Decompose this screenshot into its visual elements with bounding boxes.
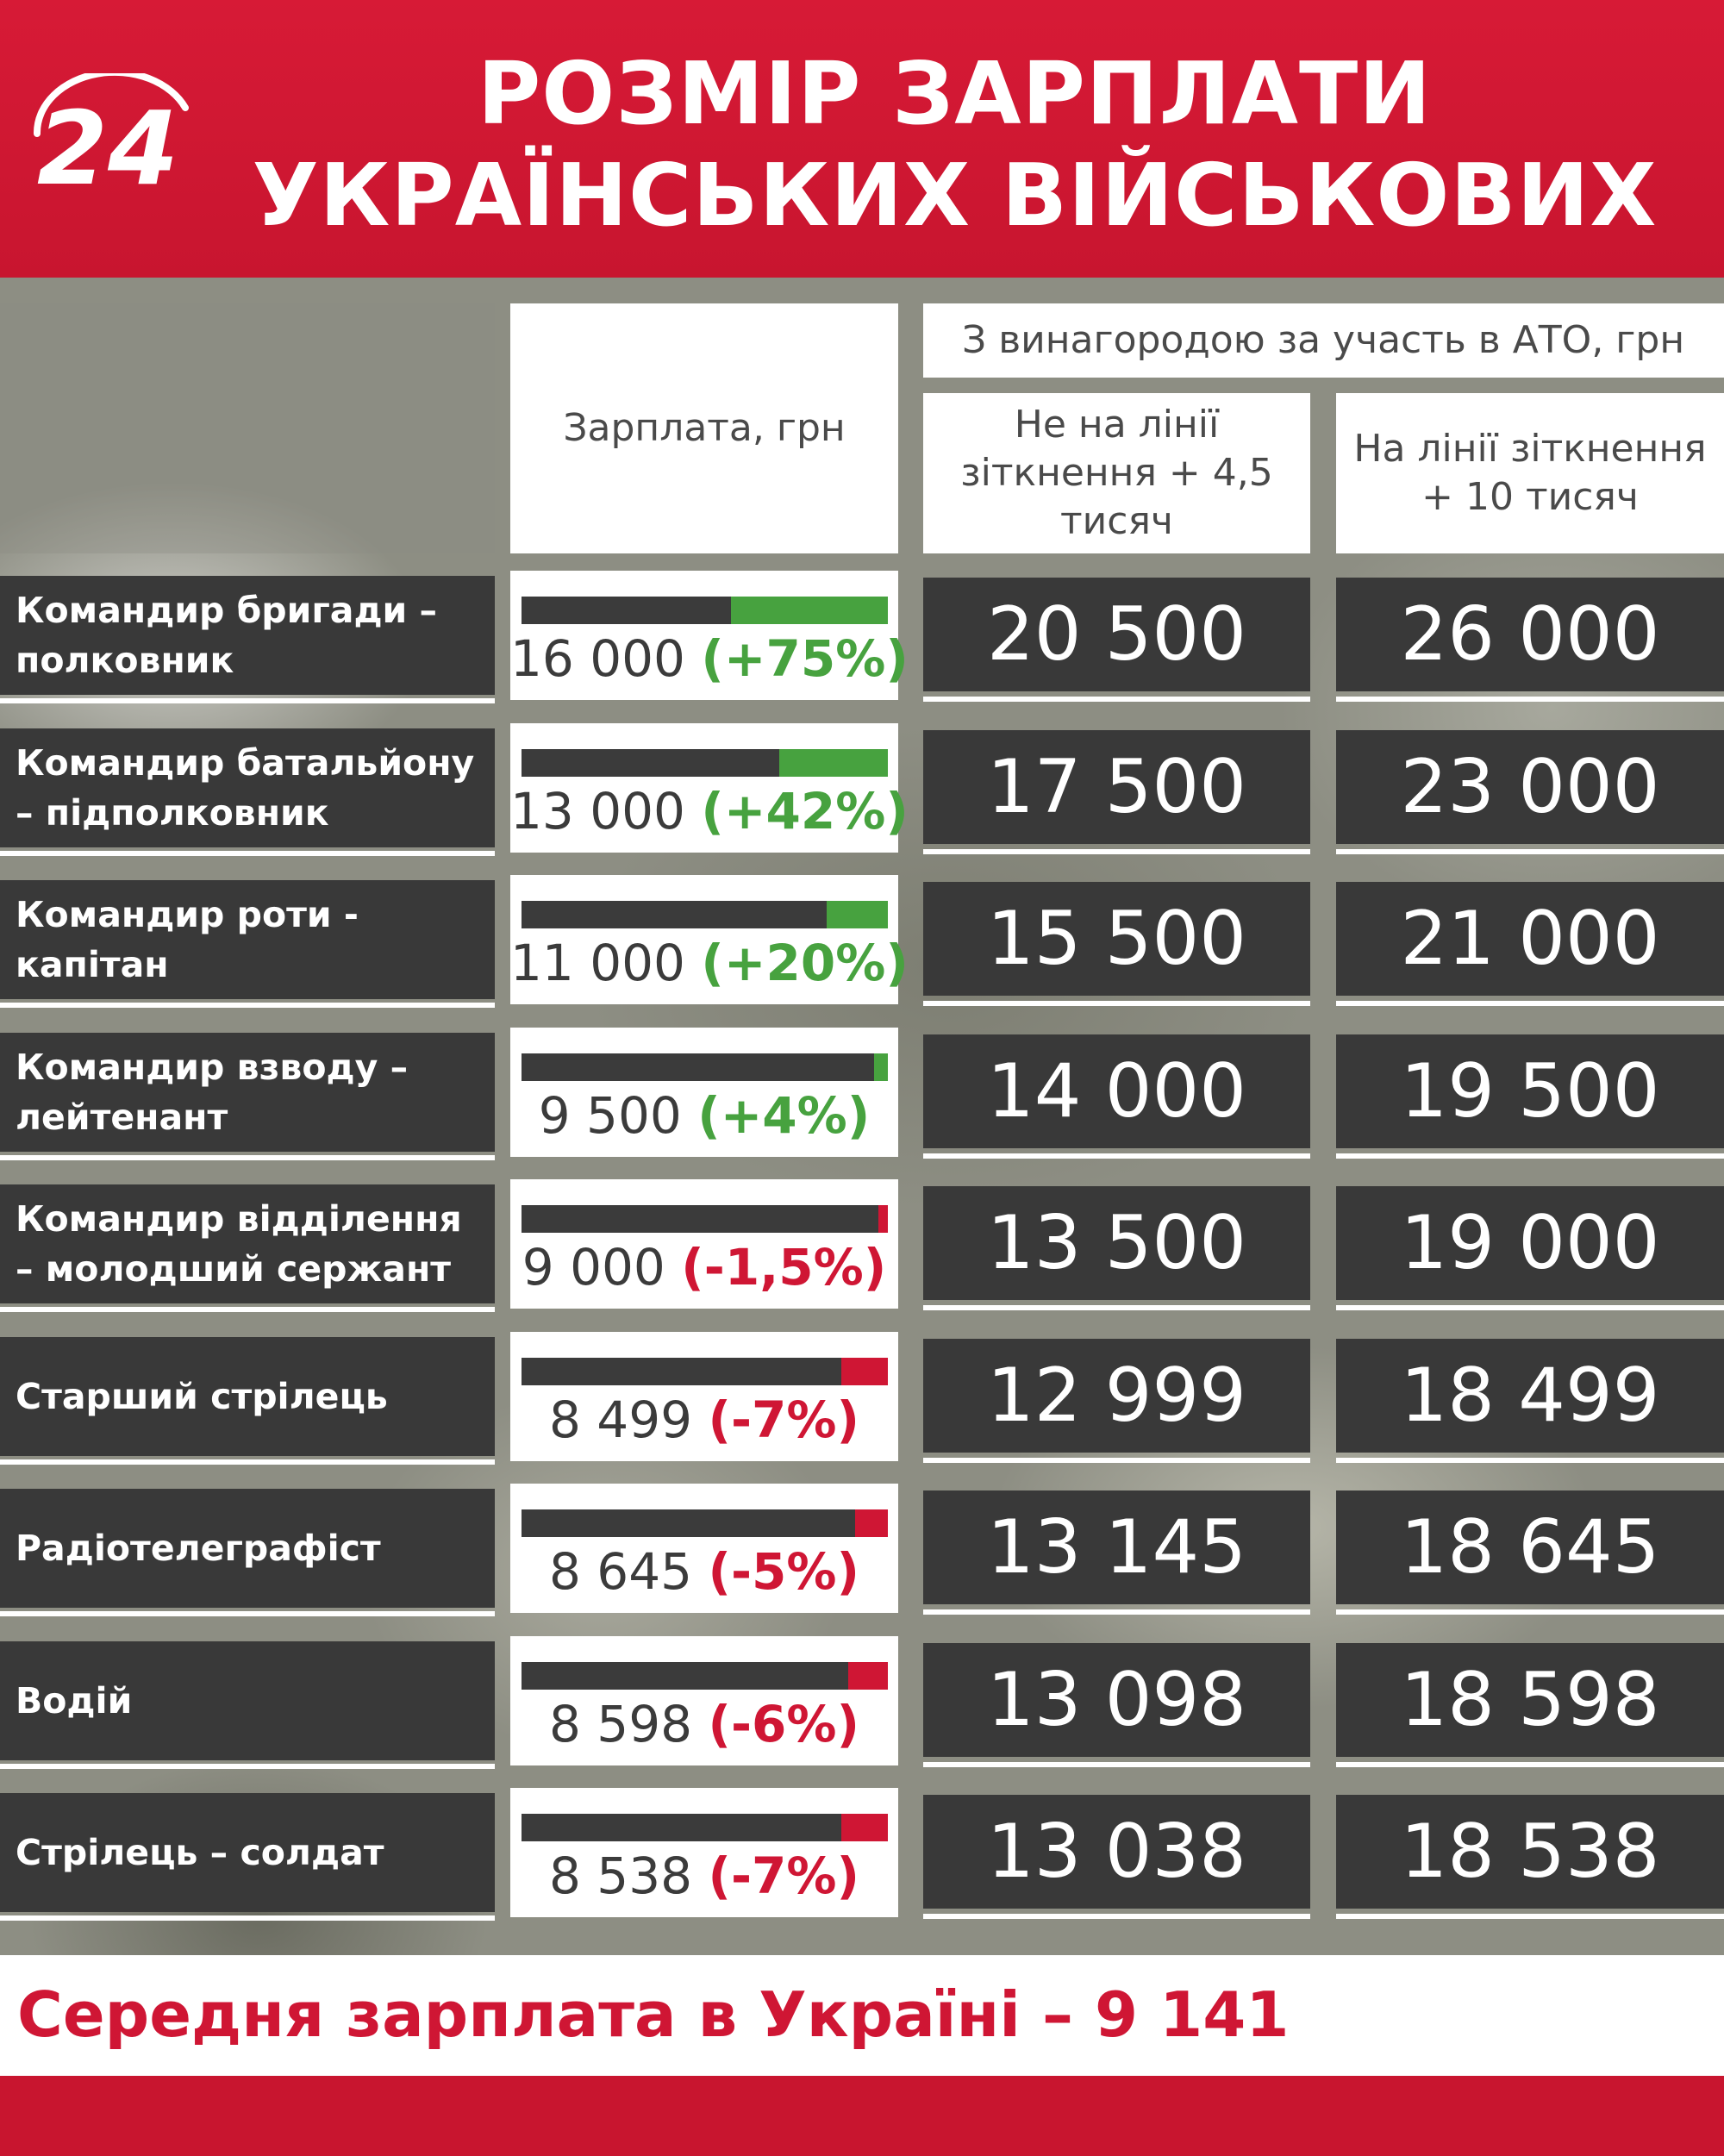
salary-amount: 8 538 bbox=[548, 1847, 693, 1905]
salary-cell bbox=[510, 1179, 898, 1309]
value-not-frontline: 17 500 bbox=[923, 730, 1310, 844]
value-not-frontline: 13 145 bbox=[923, 1490, 1310, 1604]
header-not-frontline: Не на лінії зіткнення + 4,5 тисяч bbox=[923, 393, 1310, 553]
salary-bar-decrease bbox=[848, 1662, 888, 1690]
salary-bar bbox=[522, 749, 888, 777]
salary-change-percent: (+75%) bbox=[701, 629, 909, 688]
salary-change-percent: (+20%) bbox=[701, 934, 909, 992]
row-separator bbox=[0, 698, 495, 703]
salary-amount: 8 645 bbox=[548, 1542, 693, 1601]
value-frontline: 18 538 bbox=[1336, 1795, 1724, 1909]
row-label: Стрілець – солдат bbox=[0, 1793, 495, 1912]
row-separator bbox=[923, 849, 1310, 854]
value-frontline: 19 500 bbox=[1336, 1034, 1724, 1148]
value-frontline: 18 645 bbox=[1336, 1490, 1724, 1604]
salary-cell bbox=[510, 723, 909, 853]
row-separator bbox=[923, 1609, 1310, 1615]
value-frontline: 18 598 bbox=[1336, 1643, 1724, 1757]
row-separator bbox=[1336, 1609, 1724, 1615]
header-blank-cell bbox=[0, 303, 495, 553]
row-separator bbox=[1336, 1458, 1724, 1463]
salary-cell bbox=[510, 875, 909, 1004]
row-label: Водій bbox=[0, 1641, 495, 1760]
row-separator bbox=[0, 1003, 495, 1008]
salary-bar-increase bbox=[874, 1053, 888, 1081]
salary-value bbox=[510, 629, 909, 688]
value-frontline: 21 000 bbox=[1336, 882, 1724, 996]
salary-amount: 16 000 bbox=[510, 629, 685, 688]
value-not-frontline: 14 000 bbox=[923, 1034, 1310, 1148]
salary-amount: 13 000 bbox=[510, 782, 685, 841]
salary-bar-decrease bbox=[841, 1814, 888, 1841]
salary-bar-increase bbox=[827, 901, 888, 928]
salary-bar bbox=[522, 1205, 888, 1233]
row-separator bbox=[1336, 1305, 1724, 1310]
row-separator bbox=[1336, 1153, 1724, 1159]
salary-value bbox=[510, 1542, 898, 1601]
value-frontline: 26 000 bbox=[1336, 578, 1724, 691]
salary-bar bbox=[522, 1662, 888, 1690]
row-separator bbox=[0, 1307, 495, 1312]
header-ato-group: З винагородою за участь в АТО, грн bbox=[923, 303, 1724, 378]
row-separator bbox=[1336, 697, 1724, 702]
page-title: РОЗМІР ЗАРПЛАТИ УКРАЇНСЬКИХ ВІЙСЬКОВИХ bbox=[252, 43, 1658, 246]
salary-bar-decrease bbox=[841, 1358, 888, 1385]
salary-cell bbox=[510, 1788, 898, 1917]
salary-bar-increase bbox=[779, 749, 888, 777]
row-separator bbox=[0, 1459, 495, 1465]
row-label: Радіотелеграфіст bbox=[0, 1489, 495, 1608]
salary-value bbox=[510, 1390, 898, 1449]
salary-cell bbox=[510, 1028, 898, 1157]
salary-cell bbox=[510, 1636, 898, 1765]
salary-change-percent: (-1,5%) bbox=[681, 1238, 887, 1297]
row-separator bbox=[923, 1305, 1310, 1310]
salary-amount: 8 499 bbox=[548, 1390, 693, 1449]
row-separator bbox=[923, 1914, 1310, 1919]
row-separator bbox=[923, 697, 1310, 702]
salary-bar-decrease bbox=[878, 1205, 888, 1233]
row-separator bbox=[923, 1762, 1310, 1767]
row-separator bbox=[0, 851, 495, 856]
header-salary: Зарплата, грн bbox=[510, 303, 898, 553]
value-frontline: 19 000 bbox=[1336, 1186, 1724, 1300]
salary-change-percent: (-7%) bbox=[708, 1390, 860, 1449]
row-separator bbox=[1336, 1914, 1724, 1919]
salary-cell bbox=[510, 1484, 898, 1613]
row-label: Командир відділення – молодший сержант bbox=[0, 1184, 495, 1303]
salary-amount: 11 000 bbox=[510, 934, 685, 992]
row-label: Командир батальйону – підполковник bbox=[0, 728, 495, 847]
value-not-frontline: 13 038 bbox=[923, 1795, 1310, 1909]
salary-change-percent: (+42%) bbox=[701, 782, 909, 841]
salary-change-percent: (+4%) bbox=[697, 1086, 871, 1145]
salary-amount: 8 598 bbox=[548, 1695, 693, 1753]
salary-bar bbox=[522, 1509, 888, 1537]
row-separator bbox=[923, 1153, 1310, 1159]
salary-change-percent: (-7%) bbox=[708, 1847, 860, 1905]
row-separator bbox=[0, 1611, 495, 1616]
channel-24-logo bbox=[22, 73, 203, 203]
salary-bar bbox=[522, 597, 888, 624]
row-label: Командир взводу – лейтенант bbox=[0, 1033, 495, 1152]
value-not-frontline: 12 999 bbox=[923, 1339, 1310, 1453]
row-separator bbox=[1336, 849, 1724, 854]
row-separator bbox=[0, 1764, 495, 1769]
salary-value bbox=[510, 934, 909, 992]
value-not-frontline: 15 500 bbox=[923, 882, 1310, 996]
header-frontline: На лінії зіткнення + 10 тисяч bbox=[1336, 393, 1724, 553]
salary-bar bbox=[522, 901, 888, 928]
row-separator bbox=[1336, 1762, 1724, 1767]
salary-amount: 9 000 bbox=[522, 1238, 665, 1297]
salary-change-percent: (-6%) bbox=[708, 1695, 860, 1753]
salary-bar bbox=[522, 1053, 888, 1081]
salary-value bbox=[510, 1238, 898, 1297]
header-band bbox=[0, 0, 1724, 278]
salary-bar bbox=[522, 1358, 888, 1385]
salary-cell bbox=[510, 1332, 898, 1461]
row-label: Командир бригади – полковник bbox=[0, 576, 495, 695]
salary-value bbox=[510, 782, 909, 841]
average-salary-note: Середня зарплата в Україні – 9 141 bbox=[17, 1978, 1290, 2051]
salary-amount: 9 500 bbox=[538, 1086, 682, 1145]
row-separator bbox=[0, 1915, 495, 1921]
salary-value bbox=[510, 1695, 898, 1753]
value-frontline: 23 000 bbox=[1336, 730, 1724, 844]
salary-value bbox=[510, 1847, 898, 1905]
salary-bar-decrease bbox=[855, 1509, 888, 1537]
value-frontline: 18 499 bbox=[1336, 1339, 1724, 1453]
row-separator bbox=[923, 1458, 1310, 1463]
salary-bar bbox=[522, 1814, 888, 1841]
row-label: Старший стрілець bbox=[0, 1337, 495, 1456]
row-label: Командир роти - капітан bbox=[0, 880, 495, 999]
value-not-frontline: 13 500 bbox=[923, 1186, 1310, 1300]
salary-bar-increase bbox=[731, 597, 888, 624]
row-separator bbox=[0, 1155, 495, 1160]
value-not-frontline: 20 500 bbox=[923, 578, 1310, 691]
value-not-frontline: 13 098 bbox=[923, 1643, 1310, 1757]
salary-cell bbox=[510, 571, 909, 700]
footer-red-strip bbox=[0, 2076, 1724, 2156]
salary-value bbox=[510, 1086, 898, 1145]
logo-text: 24 bbox=[36, 89, 179, 203]
salary-change-percent: (-5%) bbox=[708, 1542, 860, 1601]
row-separator bbox=[1336, 1001, 1724, 1006]
row-separator bbox=[923, 1001, 1310, 1006]
